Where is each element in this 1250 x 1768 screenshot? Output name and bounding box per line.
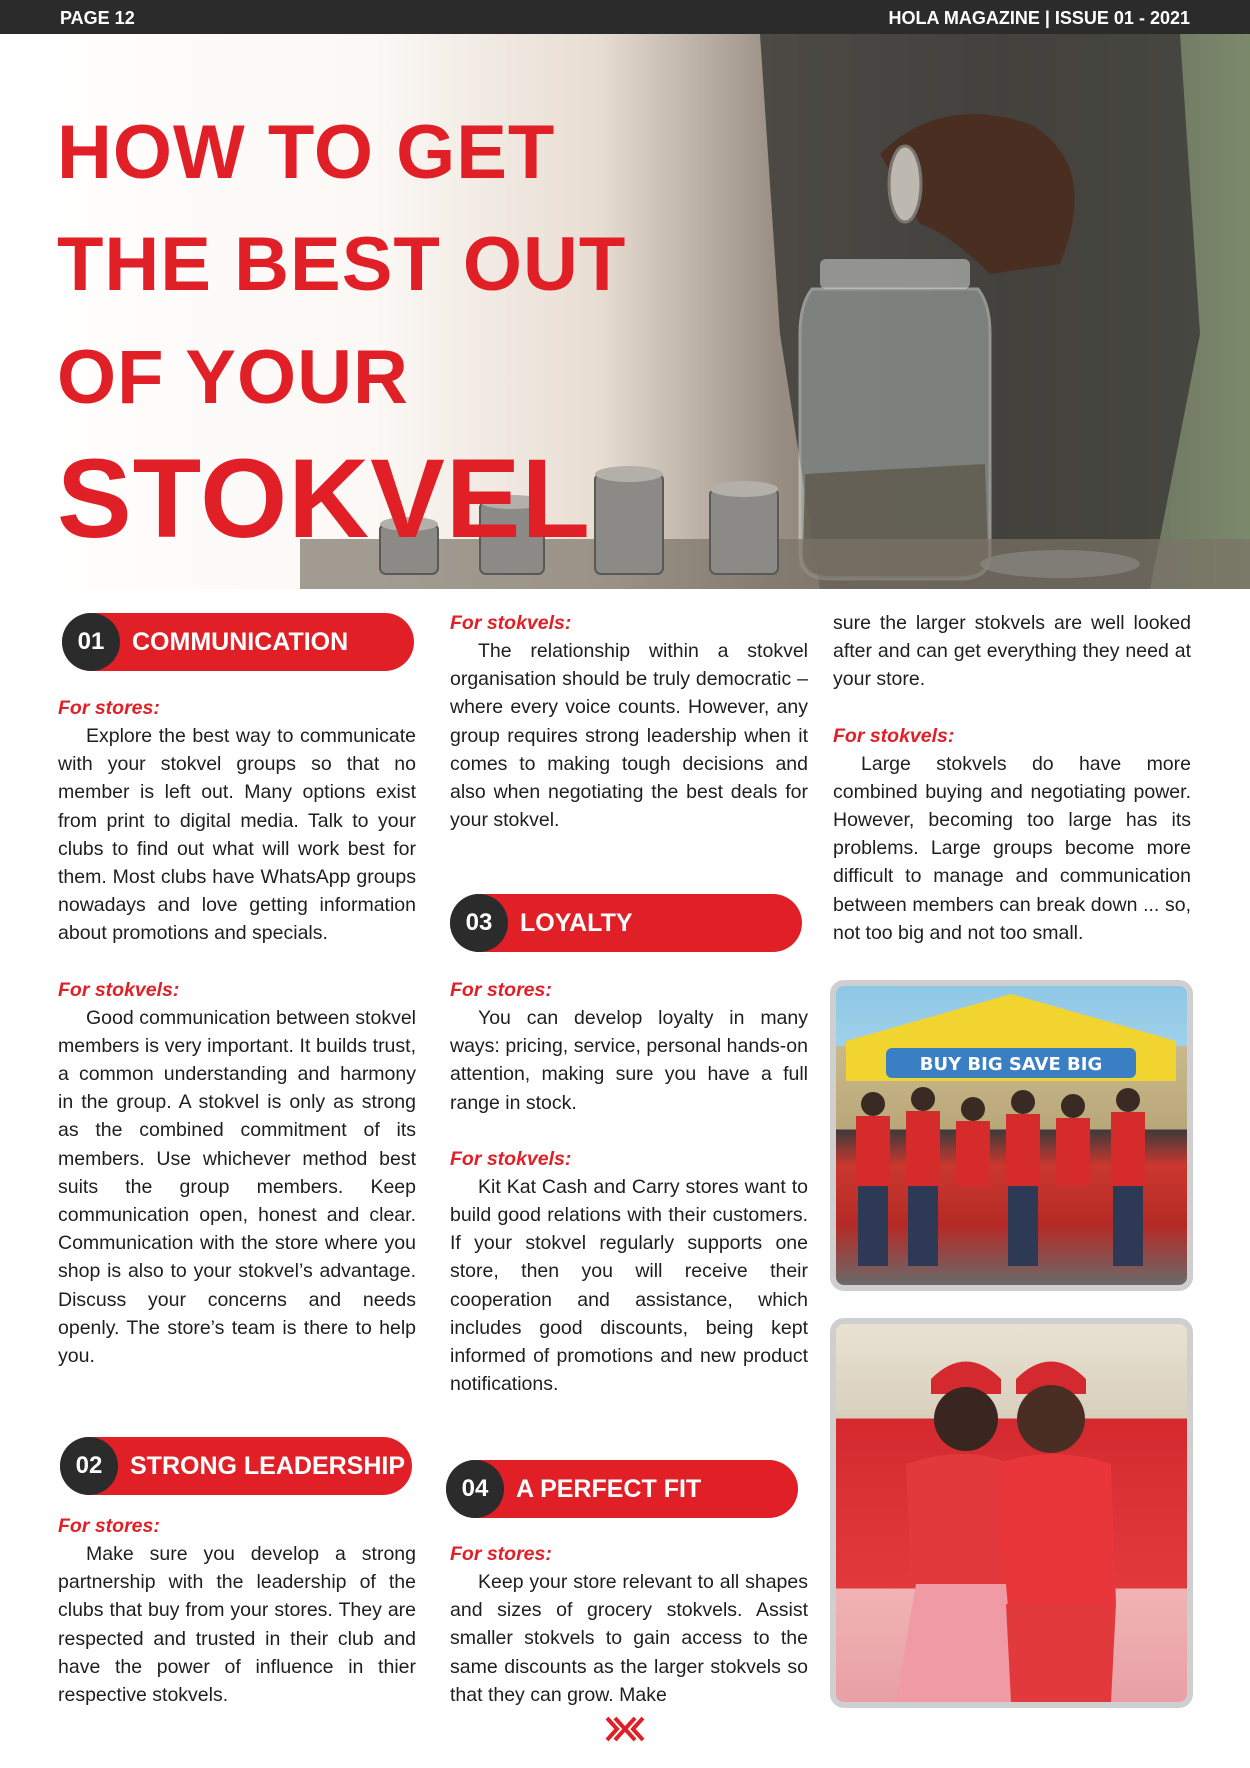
- headline-line-4: STOKVEL: [57, 436, 591, 561]
- hero-image: [0, 34, 1250, 589]
- paragraph: Large stokvels do have more combined buying and negotiating power. However, becoming too large has its problems. Large groups become more difficult to manage and communication between members can break down ... so, not too big and not too small.: [833, 752, 1191, 944]
- section-number: 04: [446, 1460, 504, 1518]
- top-bar: [0, 0, 1250, 34]
- loyalty-body: [450, 976, 808, 1398]
- paragraph: Keep your store relevant to all shapes and sizes of grocery stokvels. Assist smaller stokvels to gain access to the same discounts as the larger stokvels so that they can grow. Make: [450, 1571, 808, 1706]
- tent-crowd-illustration: [836, 986, 1187, 1285]
- section-02-badge: [60, 1437, 412, 1495]
- headline-line-1: HOW TO GET: [57, 110, 556, 195]
- section-title: LOYALTY: [520, 909, 633, 937]
- subheading: For stokvels:: [450, 1147, 572, 1170]
- section-title: COMMUNICATION: [132, 628, 349, 656]
- paragraph: Good communication between stokvel members is very important. It builds trust, a common understanding and harmony in the group. A stokvel is only as strong as the combined commitment of its members. Use whichever method best suits the group members. Keep communication open, honest and clear. Communication with the store where you shop is also to your stokvel’s advantage. Discuss your concerns and needs openly. The store’s team is there to help you.: [58, 1006, 416, 1368]
- subheading: For stores:: [58, 697, 160, 719]
- section-04-badge: [446, 1460, 798, 1518]
- headline-line-2: THE BEST OUT: [57, 222, 627, 307]
- stokvel-event-photo: [830, 980, 1193, 1291]
- members-illustration: [836, 1324, 1187, 1702]
- paragraph: Make sure you develop a strong partnership with the leadership of the clubs that buy from your stores. They are respected and trusted in their club and have the power of influence in thier respective stokvels.: [58, 1543, 416, 1707]
- page-number: PAGE 12: [60, 8, 135, 28]
- subheading: For stores:: [450, 1543, 552, 1565]
- paragraph: Explore the best way to communicate with your stokvel groups so that no member is left out. Many options exist from print to digital media. Talk to your clubs to find out what will work best for them. Most clubs have WhatsApp groups nowadays and love getting information about promotions and specials.: [58, 725, 416, 945]
- section-number: 01: [62, 613, 120, 671]
- subheading: For stokvels:: [450, 612, 572, 634]
- subheading: For stores:: [450, 979, 552, 1001]
- section-03-badge: [450, 894, 802, 952]
- paragraph: The relationship within a stokvel organisation should be truly democratic – where every voice counts. However, any group requires strong leadership when it comes to making tough decisions and also when negotiating the best deals for your stokvel.: [450, 640, 808, 832]
- stokvel-members-photo: [830, 1318, 1193, 1708]
- perfect-fit-continued: [833, 609, 1191, 947]
- paragraph: sure the larger stokvels are well looked after and can get everything they need at your store.: [833, 612, 1191, 691]
- magazine-issue: HOLA MAGAZINE | ISSUE 01 - 2021: [888, 8, 1190, 28]
- paragraph: You can develop loyalty in many ways: pricing, service, personal hands-on attention, making sure you have a full range in stock.: [450, 1007, 808, 1114]
- subheading: For stokvels:: [833, 724, 955, 747]
- tent-banner-text: BUY BIG SAVE BIG: [919, 1054, 1103, 1075]
- subheading: For stores:: [58, 1515, 160, 1537]
- communication-body: [58, 694, 416, 1370]
- section-number: 03: [450, 894, 508, 952]
- subheading: For stokvels:: [58, 978, 180, 1001]
- section-number: 02: [60, 1437, 118, 1495]
- perfect-fit-stores-body: [450, 1540, 808, 1709]
- section-title: A PERFECT FIT: [516, 1475, 702, 1503]
- leadership-stores-body: [58, 1512, 416, 1709]
- section-title: STRONG LEADERSHIP: [130, 1452, 406, 1480]
- headline-line-3: OF YOUR: [57, 335, 409, 420]
- kitkat-logo-icon: [605, 1716, 645, 1742]
- paragraph: Kit Kat Cash and Carry stores want to build good relations with their customers. If your stokvel regularly supports one store, then you will receive their cooperation and assistance, which includes good discounts, being kept informed of promotions and new product notifications.: [450, 1175, 808, 1396]
- section-01-badge: [62, 613, 414, 671]
- leadership-stokvels-body: [450, 609, 808, 834]
